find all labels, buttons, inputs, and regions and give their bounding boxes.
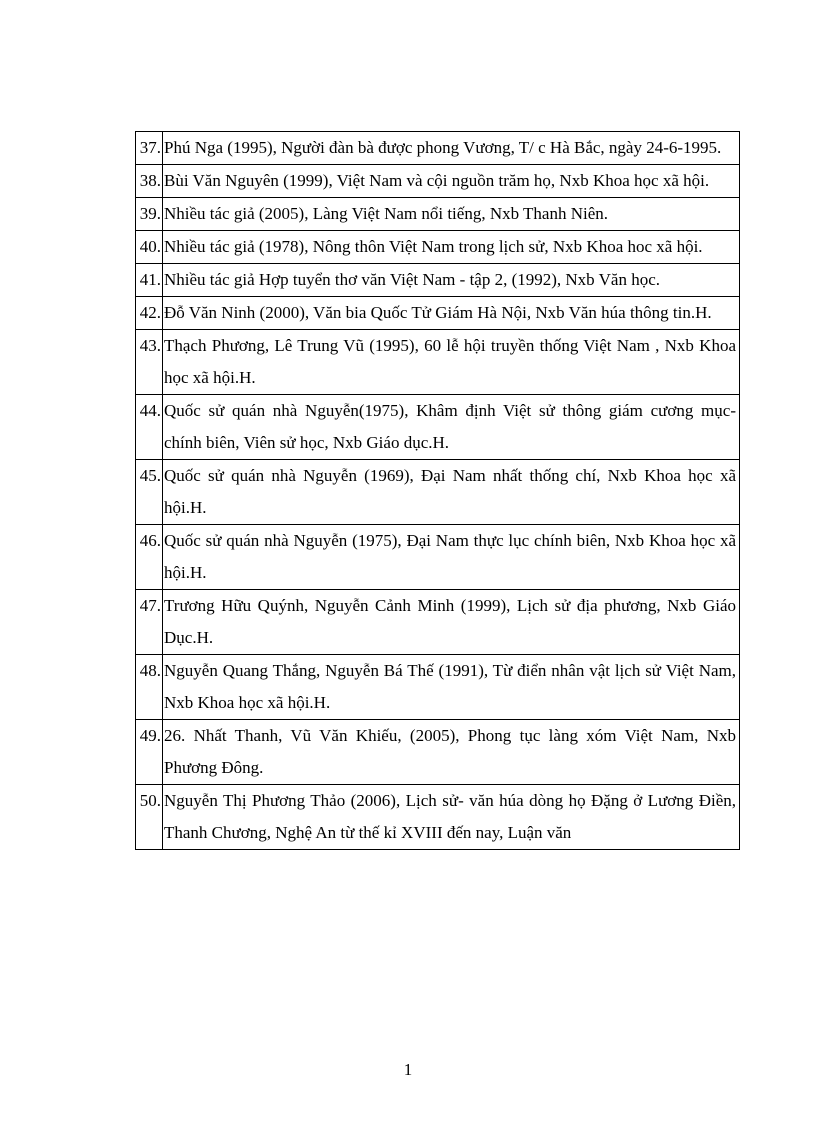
table-row	[136, 264, 740, 297]
reference-text: Quốc sử quán nhà Nguyễn (1975), Đại Nam thực lục chính biên, Nxb Khoa học xã hội.H.	[163, 525, 740, 590]
table-row	[136, 525, 740, 590]
reference-number: 47.	[136, 590, 163, 655]
table-row	[136, 655, 740, 720]
reference-number: 40.	[136, 231, 163, 264]
reference-number: 38.	[136, 165, 163, 198]
reference-number: 42.	[136, 297, 163, 330]
page-number: 1	[403, 1060, 413, 1079]
table-row	[136, 785, 740, 850]
table-row	[136, 165, 740, 198]
reference-number: 44.	[136, 395, 163, 460]
table-row	[136, 460, 740, 525]
table-row	[136, 395, 740, 460]
reference-number: 43.	[136, 330, 163, 395]
reference-table	[135, 131, 740, 850]
reference-text: Nhiều tác giả (1978), Nông thôn Việt Nam trong lịch sử, Nxb Khoa hoc xã hội.	[163, 231, 740, 264]
reference-text: Nguyễn Quang Thắng, Nguyễn Bá Thế (1991), Từ điển nhân vật lịch sử Việt Nam, Nxb Khoa học xã hội.H.	[163, 655, 740, 720]
reference-text: Nhiều tác giả Hợp tuyển thơ văn Việt Nam - tập 2, (1992), Nxb Văn học.	[163, 264, 740, 297]
reference-text: Trương Hữu Quýnh, Nguyễn Cảnh Minh (1999), Lịch sử địa phương, Nxb Giáo Dục.H.	[163, 590, 740, 655]
table-row	[136, 297, 740, 330]
reference-number: 49.	[136, 720, 163, 785]
table-row	[136, 720, 740, 785]
table-row	[136, 330, 740, 395]
reference-number: 45.	[136, 460, 163, 525]
table-row	[136, 231, 740, 264]
reference-text: Bùi Văn Nguyên (1999), Việt Nam và cội nguồn trăm họ, Nxb Khoa học xã hội.	[163, 165, 740, 198]
reference-text: Đỗ Văn Ninh (2000), Văn bia Quốc Tử Giám Hà Nội, Nxb Văn húa thông tin.H.	[163, 297, 740, 330]
reference-text: Phú Nga (1995), Người đàn bà được phong Vương, T/ c Hà Bắc, ngày 24-6-1995.	[163, 132, 740, 165]
reference-text: Nguyễn Thị Phương Thảo (2006), Lịch sử- văn húa dòng họ Đặng ở Lương Điền, Thanh Chương, Nghệ An từ thế kỉ XVIII đến nay, Luận văn	[163, 785, 740, 850]
reference-text: Quốc sử quán nhà Nguyễn (1969), Đại Nam nhất thống chí, Nxb Khoa học xã hội.H.	[163, 460, 740, 525]
reference-text: Quốc sử quán nhà Nguyễn(1975), Khâm định Việt sử thông giám cương mục- chính biên, Viên sử học, Nxb Giáo dục.H.	[163, 395, 740, 460]
reference-number: 46.	[136, 525, 163, 590]
reference-number: 50.	[136, 785, 163, 850]
reference-text: 26. Nhất Thanh, Vũ Văn Khiếu, (2005), Phong tục làng xóm Việt Nam, Nxb Phương Đông.	[163, 720, 740, 785]
reference-text: Nhiều tác giả (2005), Làng Việt Nam nổi tiếng, Nxb Thanh Niên.	[163, 198, 740, 231]
table-row	[136, 132, 740, 165]
table-row	[136, 590, 740, 655]
reference-number: 37.	[136, 132, 163, 165]
table-row	[136, 198, 740, 231]
reference-number: 41.	[136, 264, 163, 297]
reference-number: 39.	[136, 198, 163, 231]
reference-text: Thạch Phương, Lê Trung Vũ (1995), 60 lễ hội truyền thống Việt Nam , Nxb Khoa học xã hội.H.	[163, 330, 740, 395]
reference-number: 48.	[136, 655, 163, 720]
